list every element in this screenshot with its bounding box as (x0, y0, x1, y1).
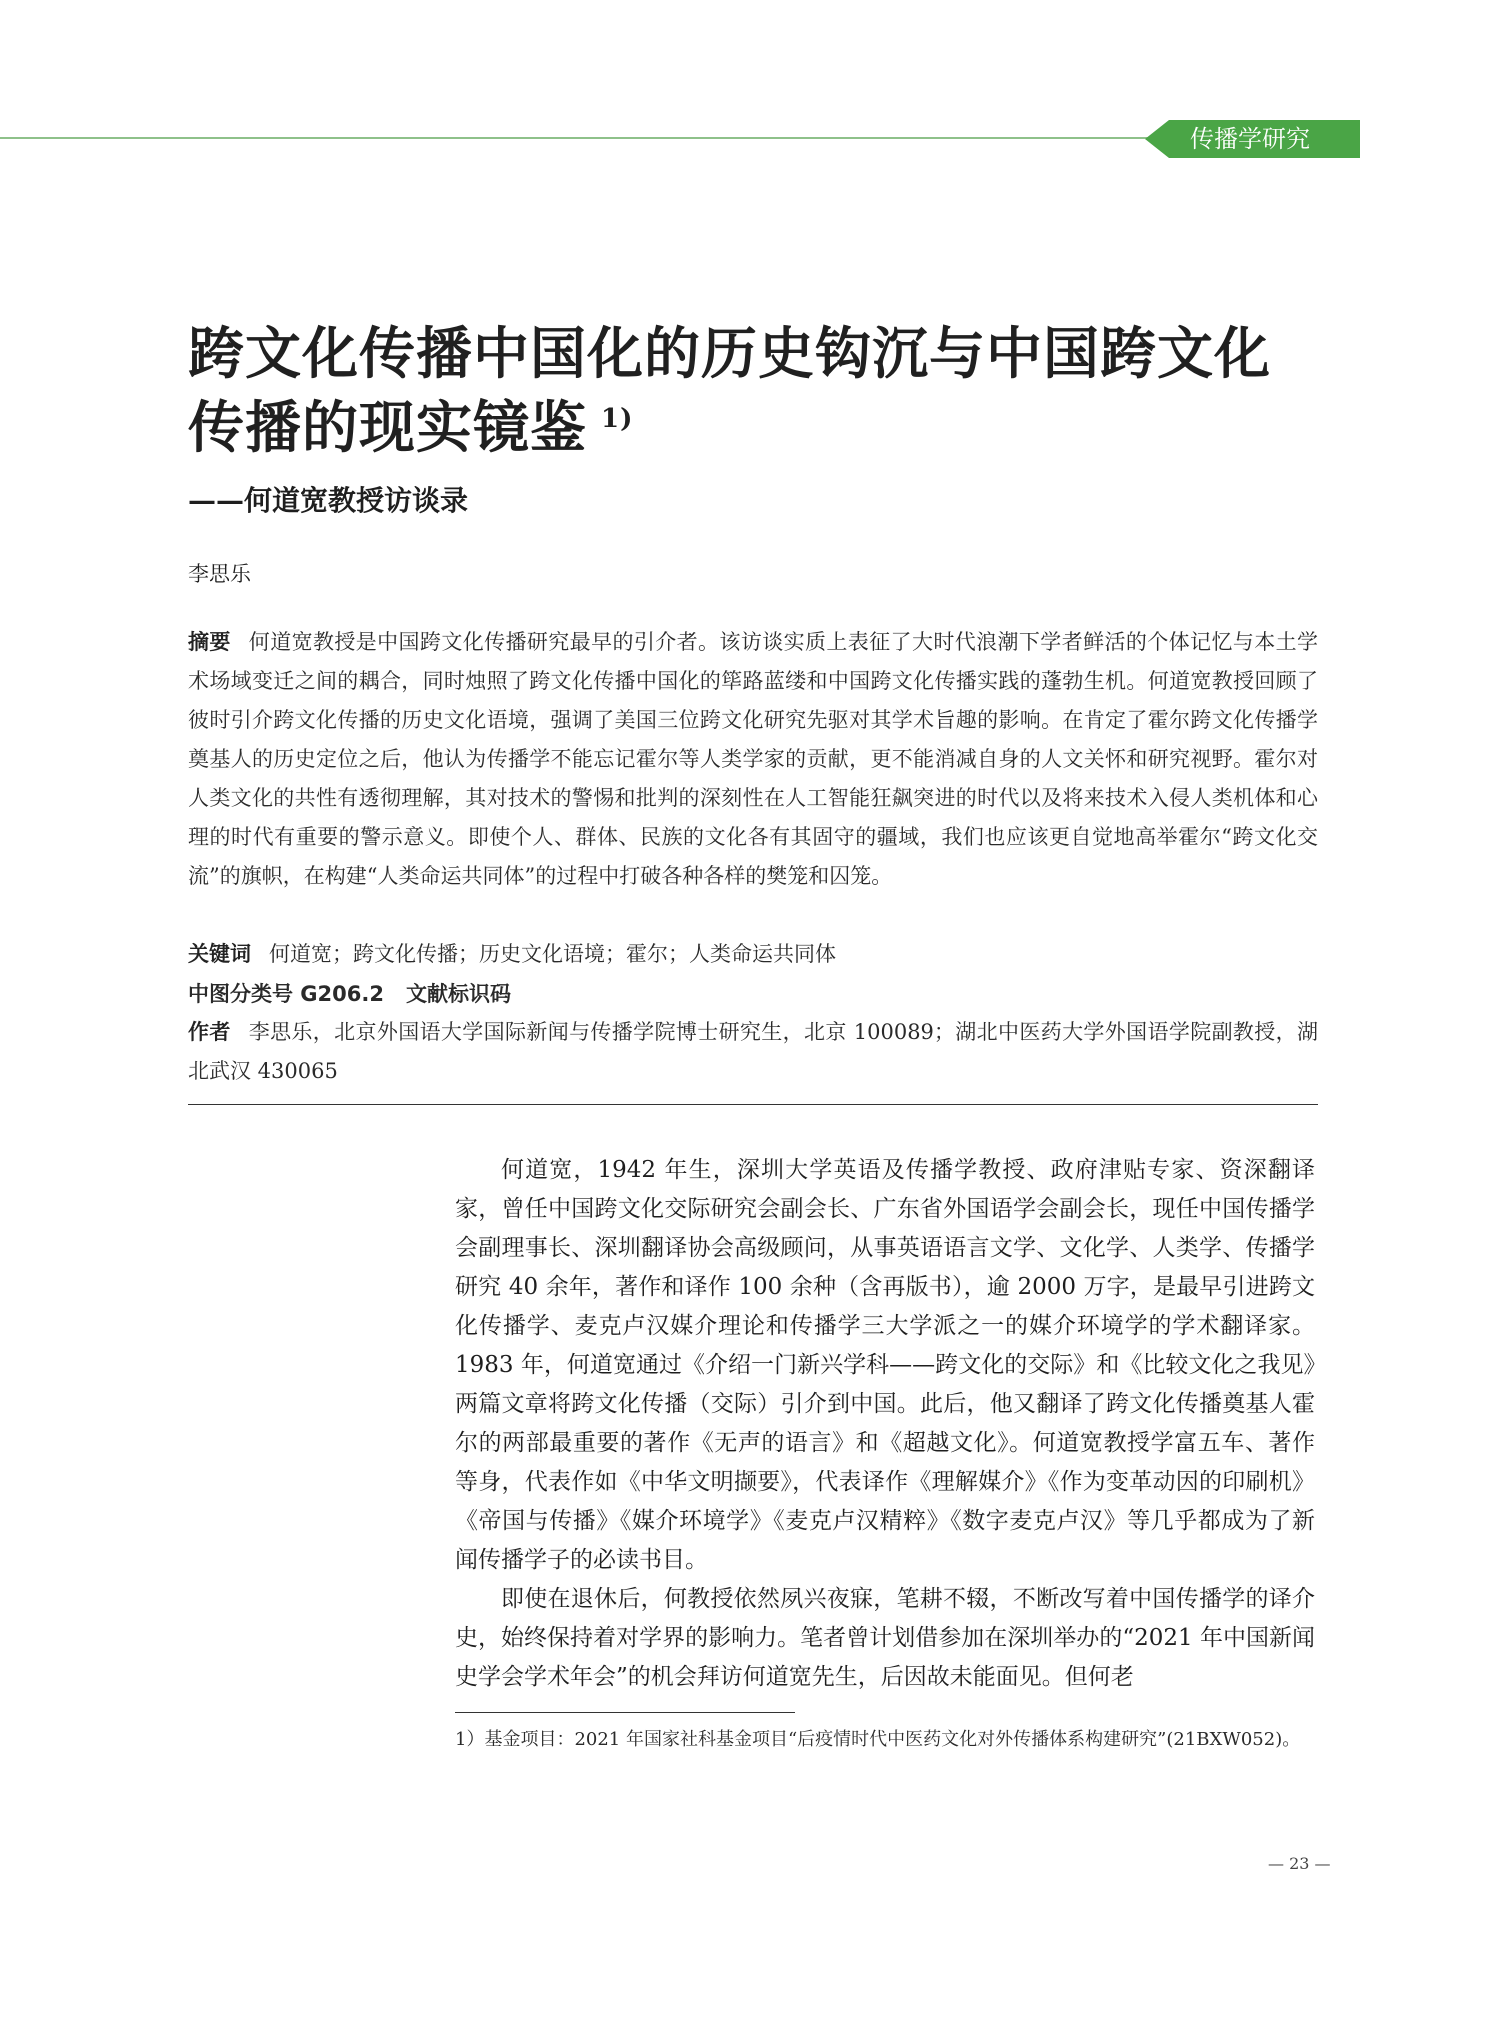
section-divider (188, 1104, 1318, 1105)
affiliation-text: 李思乐，北京外国语大学国际新闻与传播学院博士研究生，北京 100089；湖北中医药大学外国语学院副教授，湖北武汉 430065 (188, 1020, 1318, 1083)
footnote: 1）基金项目：2021 年国家社科基金项目“后疫情时代中医药文化对外传播体系构建研究”(21BXW052)。 (455, 1729, 1301, 1750)
page-number: — 23 — (1268, 1854, 1331, 1873)
affiliation-label: 作者 (188, 1020, 231, 1044)
header-rule (0, 137, 1165, 139)
article-title-line-2-text: 传播的现实镜鉴 (188, 395, 587, 461)
keywords-label: 关键词 (188, 942, 251, 966)
article-subtitle: ——何道宽教授访谈录 (188, 484, 469, 517)
body-paragraph-1: 何道宽，1942 年生，深圳大学英语及传播学教授、政府津贴专家、资深翻译家，曾任中国跨文化交际研究会副会长、广东省外国语学会副会长，现任中国传播学会副理事长、深圳翻译协会高级顾问，从事英语语言文学、文化学、人类学、传播学研究 40 余年，著作和译作 100 余种（含再版书），逾 2000 万字，是最早引进跨文化传播学、麦克卢汉媒介理论和传播学三大学派之一的媒介环境学的学术翻译家。1983 年，何道宽通过《介绍一门新兴学科——跨文化的交际》和《比较文化之我见》两篇文章将跨文化传播（交际）引介到中国。此后，他又翻译了跨文化传播奠基人霍尔的两部最重要的著作《无声的语言》和《超越文化》。何道宽教授学富五车、著作等身，代表作如《中华文明撷要》，代表译作《理解媒介》《作为变革动因的印刷机》《帝国与传播》《媒介环境学》《麦克卢汉精粹》《数字麦克卢汉》等几乎都成为了新闻传播学子的必读书目。 (455, 1157, 1315, 1573)
author-name: 李思乐 (188, 562, 251, 586)
abstract-text: 何道宽教授是中国跨文化传播研究最早的引介者。该访谈实质上表征了大时代浪潮下学者鲜活的个体记忆与本土学术场域变迁之间的耦合，同时烛照了跨文化传播中国化的筚路蓝缕和中国跨文化传播实践的蓬勃生机。何道宽教授回顾了彼时引介跨文化传播的历史文化语境，强调了美国三位跨文化研究先驱对其学术旨趣的影响。在肯定了霍尔跨文化传播学奠基人的历史定位之后，他认为传播学不能忘记霍尔等人类学家的贡献，更不能消减自身的人文关怀和研究视野。霍尔对人类文化的共性有透彻理解，其对技术的警惕和批判的深刻性在人工智能狂飙突进的时代以及将来技术入侵人类机体和心理的时代有重要的警示意义。即使个人、群体、民族的文化各有其固守的疆域，我们也应该更自觉地高举霍尔“跨文化交流”的旗帜，在构建“人类命运共同体”的过程中打破各种各样的樊笼和囚笼。 (188, 630, 1319, 888)
title-footnote-marker[interactable]: 1) (601, 404, 634, 435)
article-title-line-2 (188, 392, 633, 464)
keywords (188, 935, 1318, 974)
classification (188, 975, 1318, 1014)
body-paragraph-2: 即使在退休后，何教授依然夙兴夜寐，笔耕不辍，不断改写着中国传播学的译介史，始终保持着对学界的影响力。笔者曾计划借参加在深圳举办的“2021 年中国新闻史学会学术年会”的机会拜访何道宽先生，后因故未能面见。但何老 (455, 1586, 1315, 1690)
clc-number: 中图分类号 G206.2 (188, 982, 384, 1006)
abstract (188, 623, 1318, 896)
section-tab-label: 传播学研究 (1190, 125, 1310, 153)
footnote-rule (455, 1712, 795, 1713)
keywords-text: 何道宽；跨文化传播；历史文化语境；霍尔；人类命运共同体 (269, 942, 836, 966)
article-title-line-1: 跨文化传播中国化的历史钩沉与中国跨文化 (188, 321, 1271, 387)
document-code-label: 文献标识码 (405, 982, 511, 1006)
author-affiliation (188, 1013, 1318, 1091)
abstract-label: 摘要 (188, 630, 231, 654)
